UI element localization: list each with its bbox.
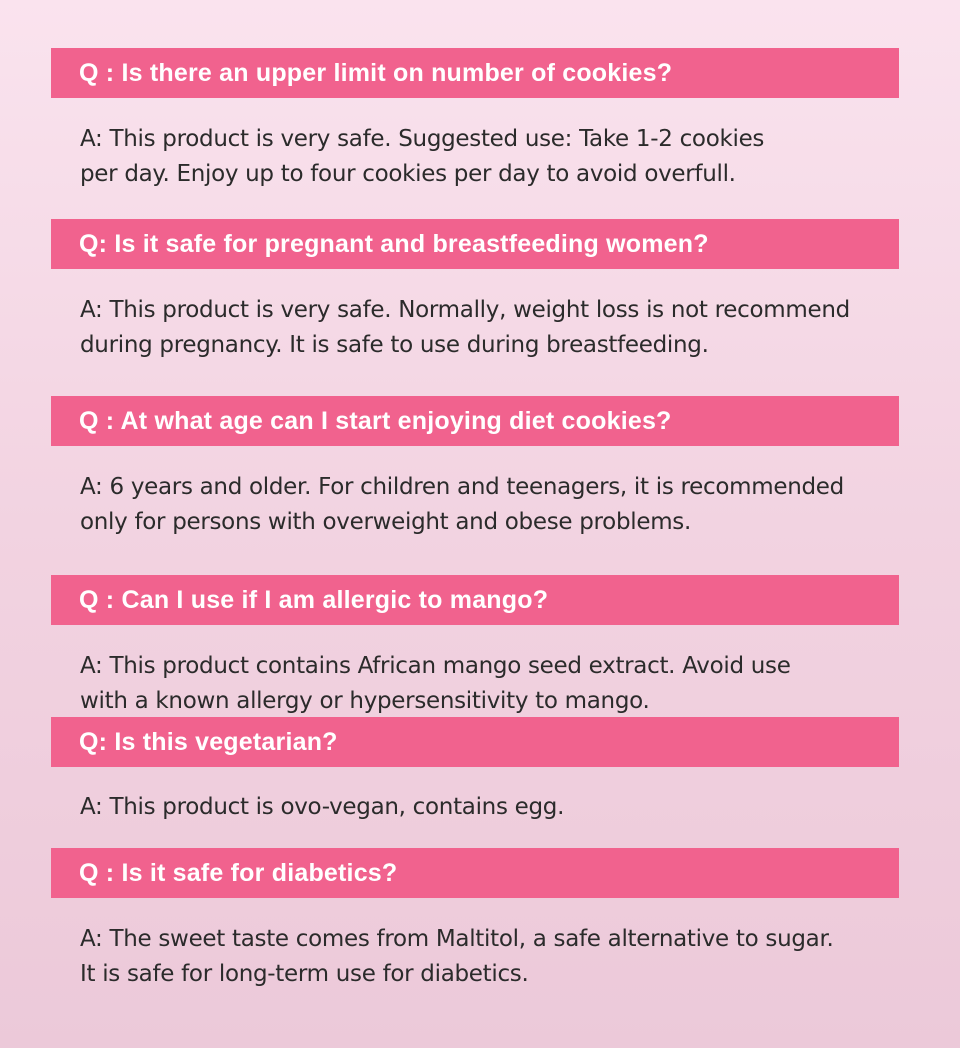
faq-answer-3-line-2: only for persons with overweight and obese problems.: [80, 509, 691, 535]
faq-answer-3-line-1: A: 6 years and older. For children and teenagers, it is recommended: [80, 474, 844, 500]
faq-question-bar-3: [51, 396, 899, 446]
faq-answer-6-line-1: A: The sweet taste comes from Maltitol, a safe alternative to sugar.: [80, 926, 834, 952]
faq-answer-1-line-2: per day. Enjoy up to four cookies per day to avoid overfull.: [80, 161, 736, 187]
faq-question-2: Q: Is it safe for pregnant and breastfeeding women?: [79, 229, 709, 258]
faq-answer-6: [80, 922, 900, 992]
faq-answer-5-line-1: A: This product is ovo-vegan, contains egg.: [80, 794, 565, 820]
faq-question-bar-1: [51, 48, 899, 98]
faq-answer-5: [80, 790, 900, 825]
faq-answer-1: [80, 122, 900, 192]
faq-question-bar-2: [51, 219, 899, 269]
faq-question-4: Q : Can I use if I am allergic to mango?: [79, 585, 549, 614]
faq-question-3: Q : At what age can I start enjoying diet cookies?: [79, 406, 672, 435]
faq-question-5: Q: Is this vegetarian?: [79, 727, 338, 756]
faq-question-bar-5: [51, 717, 899, 767]
faq-answer-2-line-1: A: This product is very safe. Normally, weight loss is not recommend: [80, 297, 850, 323]
faq-question-bar-4: [51, 575, 899, 625]
faq-answer-4-line-1: A: This product contains African mango seed extract. Avoid use: [80, 653, 791, 679]
faq-question-6: Q : Is it safe for diabetics?: [79, 858, 398, 887]
faq-answer-4-line-2: with a known allergy or hypersensitivity to mango.: [80, 688, 650, 714]
faq-answer-4: [80, 649, 900, 719]
faq-answer-2: [80, 293, 900, 363]
faq-answer-2-line-2: during pregnancy. It is safe to use during breastfeeding.: [80, 332, 709, 358]
faq-question-1: Q : Is there an upper limit on number of cookies?: [79, 58, 673, 87]
faq-answer-6-line-2: It is safe for long-term use for diabetics.: [80, 961, 529, 987]
faq-question-bar-6: [51, 848, 899, 898]
faq-answer-3: [80, 470, 900, 540]
faq-answer-1-line-1: A: This product is very safe. Suggested use: Take 1-2 cookies: [80, 126, 765, 152]
